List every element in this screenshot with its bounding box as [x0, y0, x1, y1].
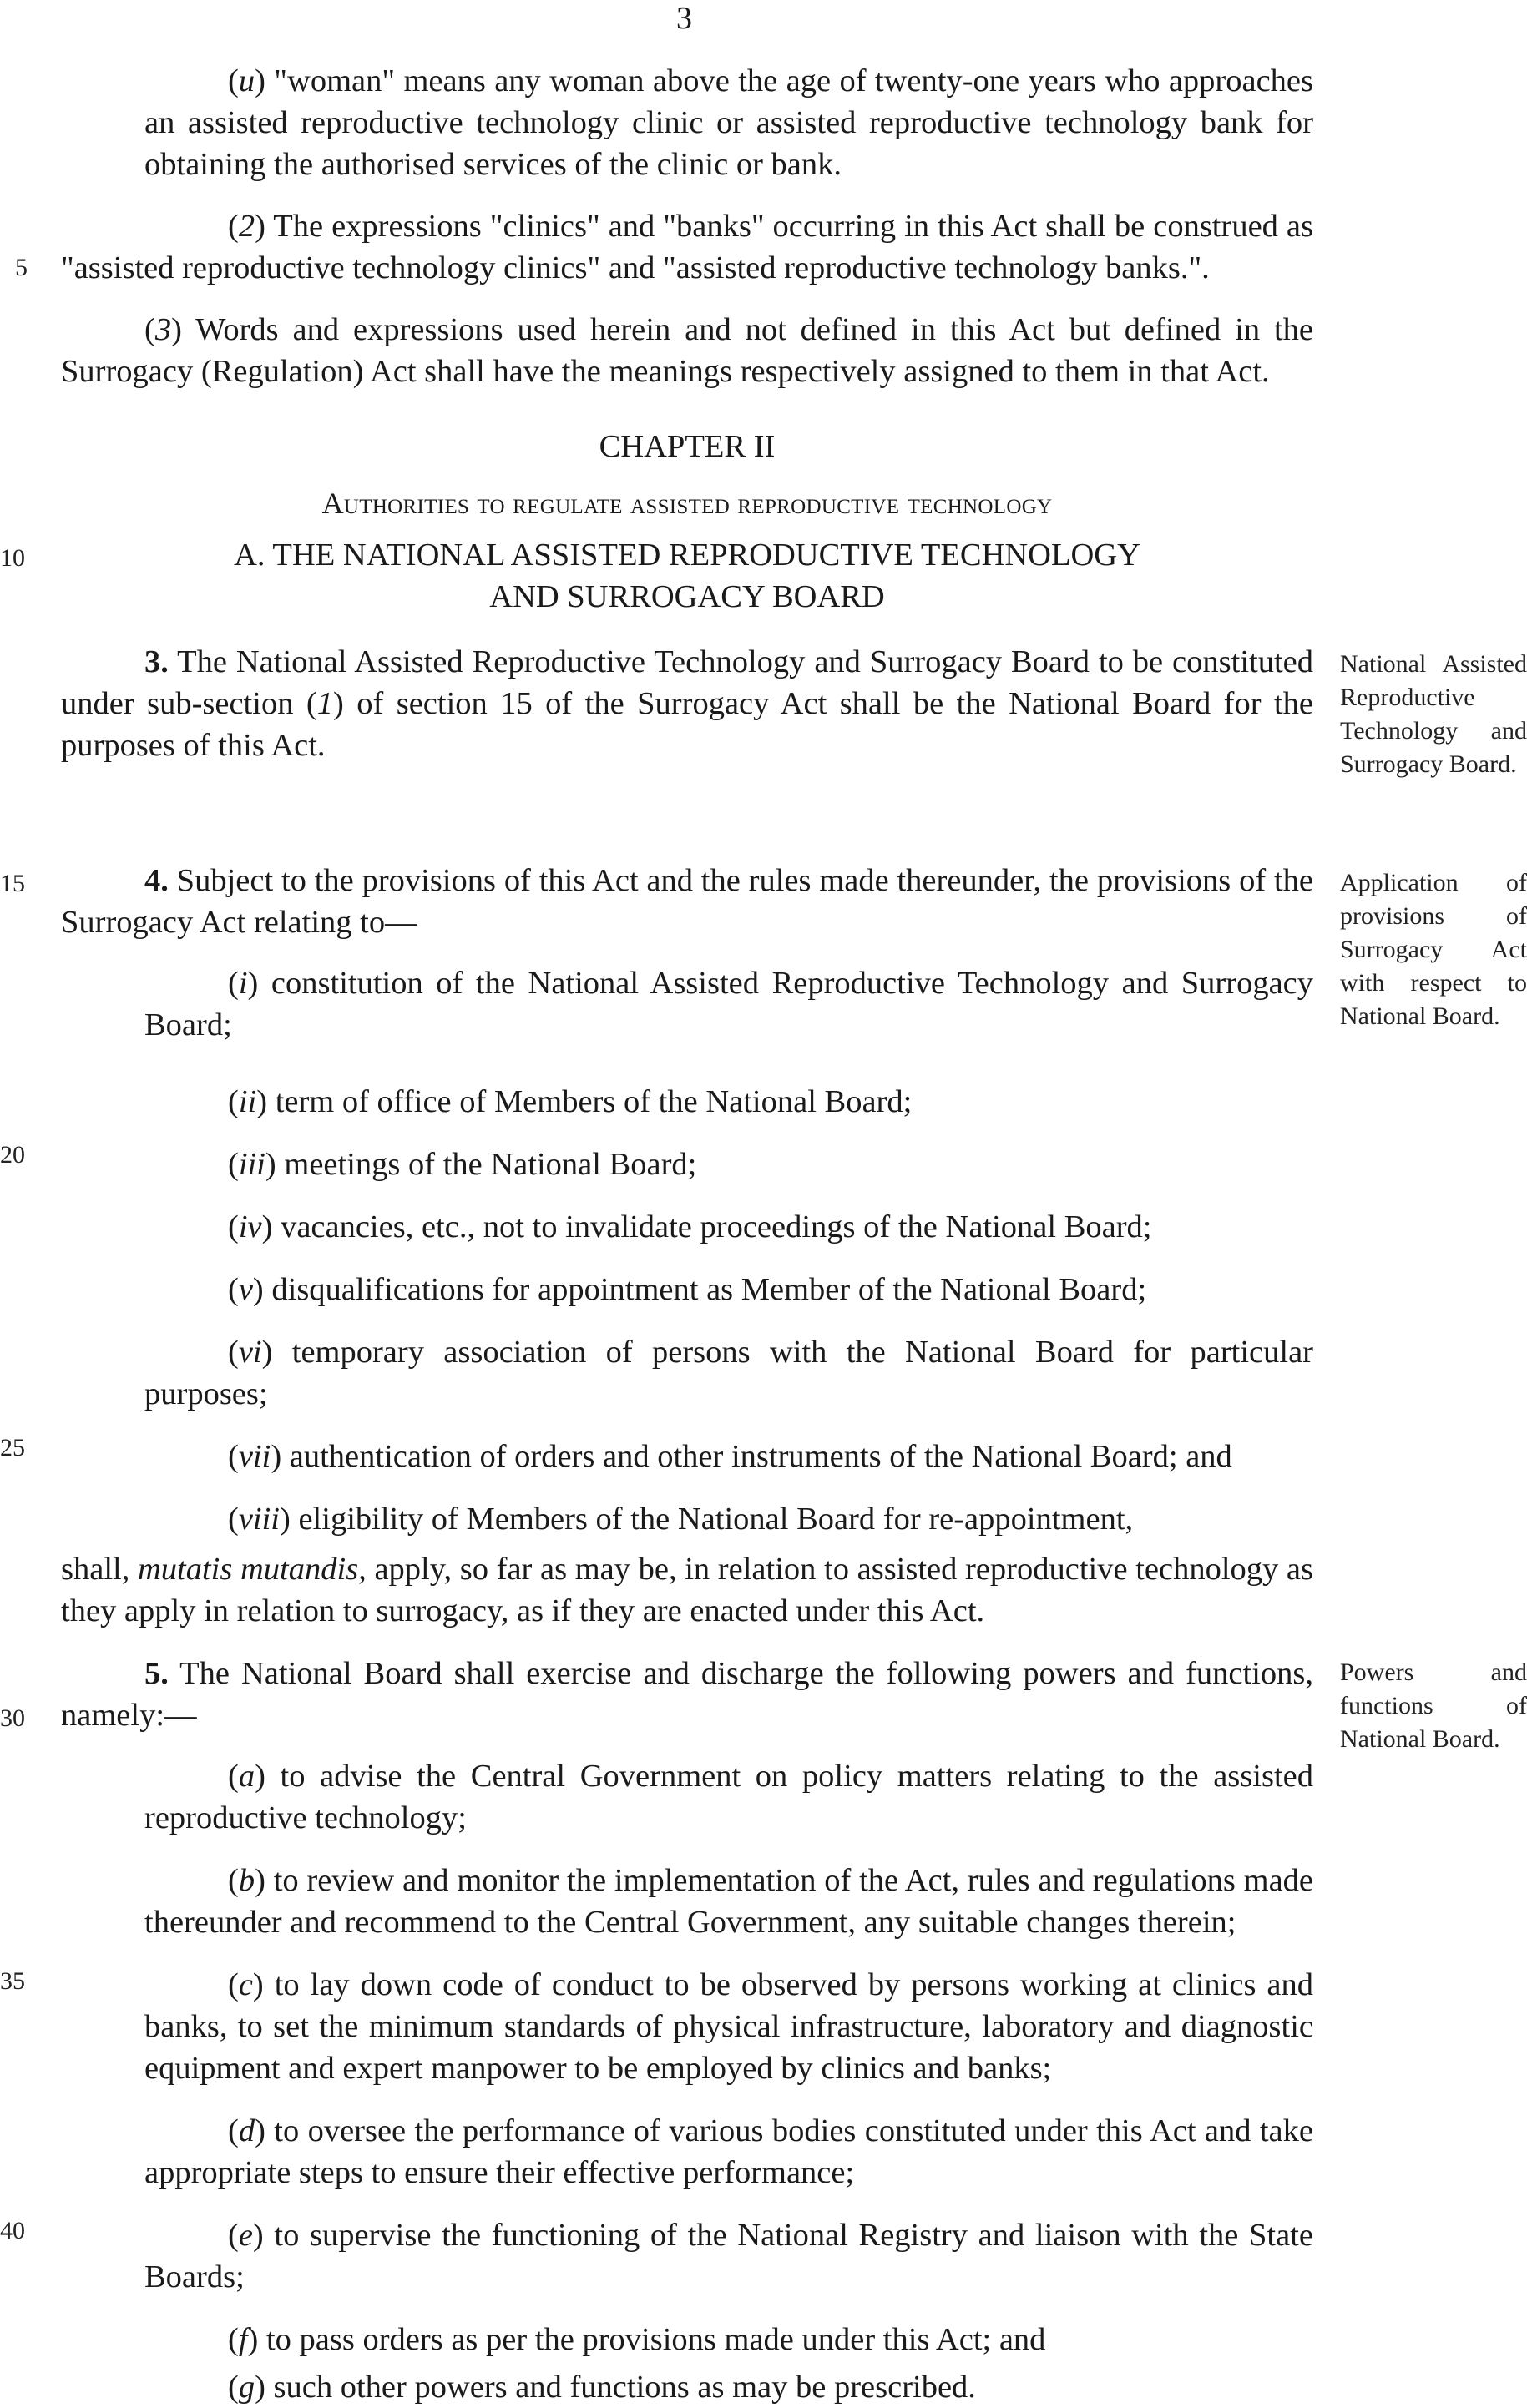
- subsection-text: The expressions "clinics" and "banks" occurring in this Act shall be construed as "assisted reproductive technology clinics" and "assisted reproductive technology banks.".: [61, 209, 1313, 285]
- item-label: iii: [238, 1147, 265, 1182]
- subsection-ref: 1: [316, 686, 333, 721]
- item-label: i: [238, 966, 248, 1001]
- side-note-application: Application of provisions of Surrogacy Act with respect to National Board.: [1340, 869, 1527, 1030]
- item-label: v: [238, 1272, 253, 1307]
- sec4-item-ii: (ii) term of office of Members of the National Board;: [228, 1084, 913, 1119]
- tail-a: shall,: [61, 1552, 138, 1587]
- item-text: constitution of the National Assisted Reproductive Technology and Surrogacy Board;: [144, 966, 1313, 1042]
- item-label: b: [238, 1863, 255, 1898]
- item-label: viii: [238, 1502, 281, 1537]
- line-number-20: 20: [0, 1141, 25, 1169]
- sec4-item-vi: (vi) temporary association of persons with the National Board for particular purposes;: [144, 1335, 1313, 1411]
- item-label: c: [238, 1967, 253, 2002]
- item-label: a: [238, 1759, 255, 1794]
- sec5-item-a: (a) to advise the Central Government on policy matters relating to the assisted reproductive technology;: [144, 1759, 1313, 1835]
- sec4-item-vii: (vii) authentication of orders and other instruments of the National Board; and: [228, 1439, 1232, 1474]
- item-text: term of office of Members of the National Board;: [267, 1084, 913, 1119]
- sec4-item-iv: (iv) vacancies, etc., not to invalidate proceedings of the National Board;: [228, 1209, 1152, 1244]
- item-label: g: [238, 2370, 255, 2405]
- line-number-40: 40: [0, 2217, 25, 2244]
- item-text: vacancies, etc., not to invalidate proceedings of the National Board;: [272, 1209, 1152, 1244]
- item-text: eligibility of Members of the National Board for re-appointment,: [290, 1502, 1134, 1537]
- section-3: [61, 641, 1313, 766]
- clause-u: (u) "woman" means any woman above the age of twenty-one years who approaches an assisted reproductive technology clinic or assisted reproductive technology bank for obtaining the authorised services of the clinic or bank.: [144, 63, 1313, 182]
- section-5: [61, 1653, 1313, 1736]
- item-text: authentication of orders and other instruments of the National Board; and: [281, 1439, 1232, 1474]
- tail-c: apply, so far as may be, in relation to assisted reproductive technology as they apply in relation to surrogacy, as if they are enacted under this Act.: [61, 1552, 1313, 1628]
- line-number-5: 5: [15, 254, 28, 281]
- item-text: temporary association of persons with the National Board for particular purposes;: [144, 1335, 1313, 1411]
- subsection-label: 3: [154, 312, 172, 347]
- section-4: [61, 860, 1313, 943]
- line-number-10: 10: [0, 544, 25, 572]
- part-heading-line2: AND SURROGACY BOARD: [489, 579, 885, 614]
- side-note-powers: Powers and functions of National Board.: [1340, 1658, 1527, 1753]
- sec5-item-d: (d) to oversee the performance of various bodies constituted under this Act and take appropriate steps to ensure their effective performance;: [144, 2113, 1313, 2190]
- item-label: d: [238, 2113, 255, 2148]
- item-label: vi: [238, 1335, 262, 1370]
- section-number: 5.: [144, 1656, 169, 1691]
- clause-label: u: [238, 63, 255, 98]
- side-note-national-board: National Assisted Reproductive Technology and Surrogacy Board.: [1340, 650, 1527, 778]
- chapter-subtitle: Authorities to regulate assisted reproductive technology: [321, 487, 1053, 520]
- section-number: 4.: [144, 863, 169, 898]
- section-number: 3.: [144, 644, 169, 679]
- item-text: such other powers and functions as may be prescribed.: [265, 2370, 976, 2405]
- sec5-item-f: (f) to pass orders as per the provisions made under this Act; and: [228, 2322, 1046, 2357]
- sec5-item-g: (g) such other powers and functions as may be prescribed.: [228, 2370, 976, 2405]
- chapter-heading: CHAPTER II: [599, 429, 776, 464]
- section-text: Subject to the provisions of this Act and the rules made thereunder, the provisions of the Surrogacy Act relating to—: [61, 863, 1313, 940]
- sec5-item-e: (e) to supervise the functioning of the National Registry and liaison with the State Boards;: [144, 2218, 1313, 2294]
- sec4-item-i: (i) constitution of the National Assisted Reproductive Technology and Surrogacy Board;: [144, 966, 1313, 1042]
- item-text: to supervise the functioning of the National Registry and liaison with the State Boards;: [144, 2218, 1313, 2294]
- section-4-tail: [61, 1548, 1313, 1632]
- section-text: The National Board shall exercise and discharge the following powers and functions, namely:—: [61, 1656, 1313, 1733]
- subsection-3: (3) Words and expressions used herein and not defined in this Act but defined in the Surrogacy (Regulation) Act shall have the meanings respectively assigned to them in that Act.: [61, 312, 1313, 389]
- item-label: e: [238, 2218, 253, 2253]
- subsection-label: 2: [238, 209, 255, 244]
- clause-text: "woman" means any woman above the age of twenty-one years who approaches an assisted reproductive technology clinic or assisted reproductive technology bank for obtaining the authorised services of the clinic or bank.: [144, 63, 1313, 182]
- item-text: to review and monitor the implementation of the Act, rules and regulations made thereunder and recommend to the Central Government, any suitable changes therein;: [144, 1863, 1313, 1940]
- page-number: 3: [676, 1, 692, 36]
- item-text: to advise the Central Government on policy matters relating to the assisted reproductive technology;: [144, 1759, 1313, 1835]
- subsection-text: Words and expressions used herein and not defined in this Act but defined in the Surrogacy (Regulation) Act shall have the meanings respectively assigned to them in that Act.: [61, 312, 1313, 389]
- sec4-item-v: (v) disqualifications for appointment as Member of the National Board;: [228, 1272, 1147, 1307]
- sec5-item-c: (c) to lay down code of conduct to be observed by persons working at clinics and banks, to set the minimum standards of physical infrastructure, laboratory and diagnostic equipment and expert manpower to be employed by clinics and banks;: [144, 1967, 1313, 2086]
- item-text: to oversee the performance of various bodies constituted under this Act and take appropriate steps to ensure their effective performance;: [144, 2113, 1313, 2190]
- item-text: to lay down code of conduct to be observed by persons working at clinics and banks, to set the minimum standards of physical infrastructure, laboratory and diagnostic equipment and expert manpower to be employed by clinics and banks;: [144, 1967, 1313, 2086]
- line-number-35: 35: [0, 1967, 25, 1995]
- line-number-15: 15: [0, 870, 25, 897]
- tail-latin: mutatis mutandis,: [137, 1552, 367, 1587]
- section-text-a: The National Assisted Reproductive Technology and Surrogacy Board to be constituted under sub-section (: [61, 644, 1313, 721]
- section-text-b: ) of section 15 of the Surrogacy Act shall be the National Board for the purposes of this Act.: [61, 686, 1313, 763]
- item-text: to pass orders as per the provisions made under this Act; and: [258, 2322, 1046, 2357]
- sec4-item-viii: (viii) eligibility of Members of the National Board for re-appointment,: [228, 1502, 1134, 1537]
- item-label: vii: [238, 1439, 271, 1474]
- line-number-25: 25: [0, 1434, 25, 1461]
- sec5-item-b: (b) to review and monitor the implementation of the Act, rules and regulations made thereunder and recommend to the Central Government, any suitable changes therein;: [144, 1863, 1313, 1940]
- line-number-30: 30: [0, 1704, 25, 1732]
- part-heading-line1: A. THE NATIONAL ASSISTED REPRODUCTIVE TECHNOLOGY: [234, 538, 1140, 573]
- sec4-item-iii: (iii) meetings of the National Board;: [228, 1147, 697, 1182]
- item-label: f: [238, 2322, 248, 2357]
- item-label: iv: [238, 1209, 262, 1244]
- subsection-2: (2) The expressions "clinics" and "banks" occurring in this Act shall be construed as "assisted reproductive technology clinics" and "assisted reproductive technology banks.".: [61, 209, 1313, 285]
- item-text: meetings of the National Board;: [276, 1147, 697, 1182]
- item-text: disqualifications for appointment as Member of the National Board;: [263, 1272, 1147, 1307]
- item-label: ii: [238, 1084, 257, 1119]
